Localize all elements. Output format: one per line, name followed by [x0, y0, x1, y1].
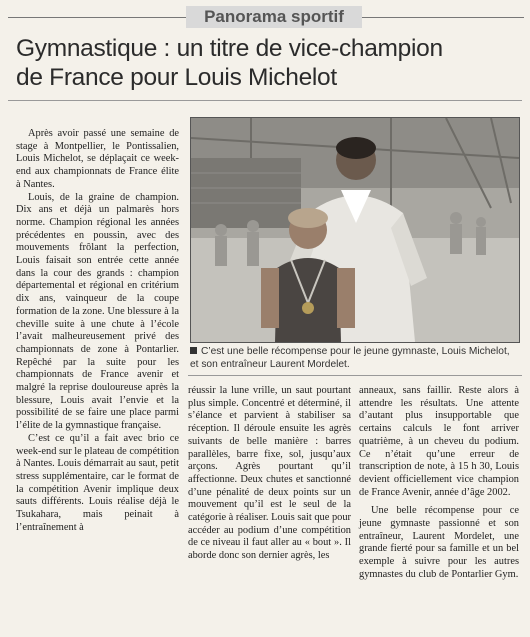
caption-bullet-square — [190, 347, 197, 354]
section-rubric: Panorama sportif — [186, 6, 362, 28]
article-column-middle — [188, 385, 351, 563]
article-paragraph-2: Louis, de la graine de champion. Dix ans et déjà un palmarès hors norme. Champion régional les années précédentes en poussin, avec des mouvements frôlant la perfection, Louis faisait son entrée cette année dans la cour des grands : champion départemental et régional en critérium dix ans, vainqueur de la coupe formation de la zone. Une blessure à la cheville suite à une chute à l’école l’avait malheureusement privé des championnats de zone à Pontarlier. Repêché par la suite pour les championnats de France avenir et malgré la reprise douloureuse après la blessure, Louis avait l’envie et la possibilité de se faire une place parmi l’élite de la gymnastique française. — [16, 191, 179, 432]
headline-rule — [8, 100, 522, 101]
article-photo — [190, 117, 520, 343]
article-paragraph-6: Une belle récompense pour ce jeune gymnaste passionné et son entraîneur, Laurent Mordelet, une grande fierté pour sa famille et un bel exemple à suivre pour les autres gymnastes du club de Pontarlier Gym. — [359, 505, 519, 580]
photo-gymnasts-image — [191, 118, 519, 342]
article-paragraph-3: C’est ce qu’il a fait avec brio ce week-end sur le plateau de compétition à Nantes. Louis démarrait au saut, petit stress supplémentaire, car le format de la compétition Avenir implique deux sauts différents. Louis réalise déjà le Tsukahara, mais peinait à l’entraînement à — [16, 432, 180, 533]
photo-caption — [190, 346, 520, 371]
article-paragraph-4: réussir la lune vrille, un saut pourtant plus simple. Concentré et déterminé, il s’élance et parvient à stabiliser sa réception. Il déroule ensuite les agrès suivants de belle manière : barres parallèles, barre fixe, sol, jusqu’aux arçons. Agrès pourtant qu’il affectionne. Deux chutes et sanctionné d’une pénalité de deux points sur un mouvement qu’il est le seul de la catégorie à réaliser. Louis sait que pour accéder au podium d’une compétition de ce niveau il faut aller au « bout ». Il aborde donc son dernier agrès, les — [188, 385, 352, 562]
article-headline — [16, 34, 516, 92]
article-paragraph-5: anneaux, sans faillir. Reste alors à attendre les résultats. Une attente d’autant plus insupportable que certains calculs le font arriver quatrième, à un cheveu du podium. Ce n’était qu’une erreur de transcription de note, à 15 h 30, Louis devient officiellement vice champion de France Avenir, année d’âge 2002. — [359, 385, 519, 498]
photo-caption-text: C’est une belle récompense pour le jeune gymnaste, Louis Michelot, et son entraîneur Laurent Mordelet. — [190, 346, 510, 370]
article-column-left — [16, 128, 179, 535]
section-header — [8, 6, 524, 28]
headline-line-2: de France pour Louis Michelot — [16, 64, 337, 91]
headline-line-1: Gymnastique : un titre de vice-champion — [16, 35, 443, 62]
article-paragraph-1: Après avoir passé une semaine de stage à Montpellier, le Pontissalien, Louis Michelot, se déplaçait ce week-end aux championnats de France élite à Nantes. — [16, 128, 179, 190]
article-column-right — [359, 385, 519, 582]
caption-rule — [188, 375, 522, 376]
